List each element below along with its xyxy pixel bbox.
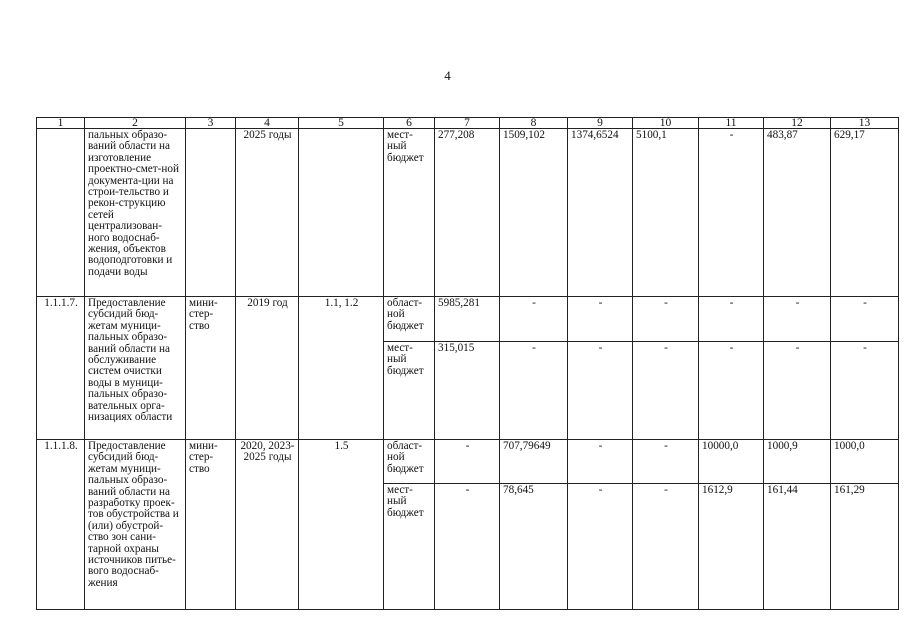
value-cell: -: [633, 484, 699, 610]
budget-cell: мест-ный бюджет: [384, 129, 435, 297]
program-table: [36, 117, 899, 610]
executor-cell: мини-стер-ство: [186, 440, 236, 610]
period-cell: 2020, 2023-2025 годы: [236, 440, 299, 610]
description-cell: Предоставление субсидий бюд-жетам муници-пальных образо-ваний области на обслуживание систем очистки воды в муници-пальных образо-вательных орга-низациях области: [85, 297, 186, 440]
indicator-cell: [299, 129, 384, 297]
value-cell: 483,87: [764, 129, 831, 297]
budget-cell: област-ной бюджет: [384, 440, 435, 484]
executor-cell: мини-стер-ство: [186, 297, 236, 440]
value-cell: 707,79649: [500, 440, 568, 484]
page-number: 4: [444, 68, 451, 83]
value-cell: 1000,9: [764, 440, 831, 484]
value-cell: -: [831, 297, 899, 342]
period-cell: 2025 годы: [236, 129, 299, 297]
value-cell: -: [831, 342, 899, 440]
value-cell: -: [764, 297, 831, 342]
value-cell: 10000,0: [699, 440, 764, 484]
col-header: 4: [236, 118, 299, 129]
value-cell: 277,208: [435, 129, 500, 297]
value-cell: 1509,102: [500, 129, 568, 297]
description-cell: Предоставление субсидий бюд-жетам муници-пальных образо-ваний области на разработку проек-тов обустройства и (или) обустрой-ство зон сани-тарной охраны источников питье-вого водоснаб-жения: [85, 440, 186, 610]
value-cell: -: [568, 342, 633, 440]
budget-cell: мест-ный бюджет: [384, 484, 435, 610]
value-cell: 161,29: [831, 484, 899, 610]
column-number-row: [37, 118, 899, 129]
row-number-cell: [37, 129, 85, 297]
value-cell: 1000,0: [831, 440, 899, 484]
col-header: 5: [299, 118, 384, 129]
description-cell: пальных образо-ваний области на изготовление проектно-смет-ной документа-ции на строи-тельство и рекон-струкцию сетей централизован-ного водоснаб-жения, объектов водоподготовки и подачи воды: [85, 129, 186, 297]
budget-cell: мест-ный бюджет: [384, 342, 435, 440]
value-cell: -: [764, 342, 831, 440]
table-row: [37, 297, 899, 342]
value-cell: -: [500, 297, 568, 342]
col-header: 13: [831, 118, 899, 129]
executor-cell: [186, 129, 236, 297]
budget-cell: област-ной бюджет: [384, 297, 435, 342]
indicator-cell: 1.1, 1.2: [299, 297, 384, 440]
value-cell: 315,015: [435, 342, 500, 440]
value-cell: -: [633, 440, 699, 484]
period-cell: 2019 год: [236, 297, 299, 440]
col-header: 2: [85, 118, 186, 129]
value-cell: -: [699, 129, 764, 297]
value-cell: -: [500, 342, 568, 440]
col-header: 7: [435, 118, 500, 129]
value-cell: 1612,9: [699, 484, 764, 610]
value-cell: -: [633, 342, 699, 440]
value-cell: -: [568, 297, 633, 342]
col-header: 9: [568, 118, 633, 129]
value-cell: -: [435, 440, 500, 484]
value-cell: -: [568, 484, 633, 610]
table-row: [37, 129, 899, 297]
value-cell: -: [633, 297, 699, 342]
col-header: 11: [699, 118, 764, 129]
col-header: 10: [633, 118, 699, 129]
value-cell: -: [435, 484, 500, 610]
value-cell: -: [699, 342, 764, 440]
col-header: 6: [384, 118, 435, 129]
col-header: 8: [500, 118, 568, 129]
value-cell: 1374,6524: [568, 129, 633, 297]
value-cell: 161,44: [764, 484, 831, 610]
col-header: 3: [186, 118, 236, 129]
value-cell: 5985,281: [435, 297, 500, 342]
table-row: [37, 440, 899, 484]
row-number-cell: 1.1.1.8.: [37, 440, 85, 610]
indicator-cell: 1.5: [299, 440, 384, 610]
value-cell: 629,17: [831, 129, 899, 297]
value-cell: 78,645: [500, 484, 568, 610]
value-cell: 5100,1: [633, 129, 699, 297]
col-header: 1: [37, 118, 85, 129]
value-cell: -: [699, 297, 764, 342]
col-header: 12: [764, 118, 831, 129]
row-number-cell: 1.1.1.7.: [37, 297, 85, 440]
value-cell: -: [568, 440, 633, 484]
